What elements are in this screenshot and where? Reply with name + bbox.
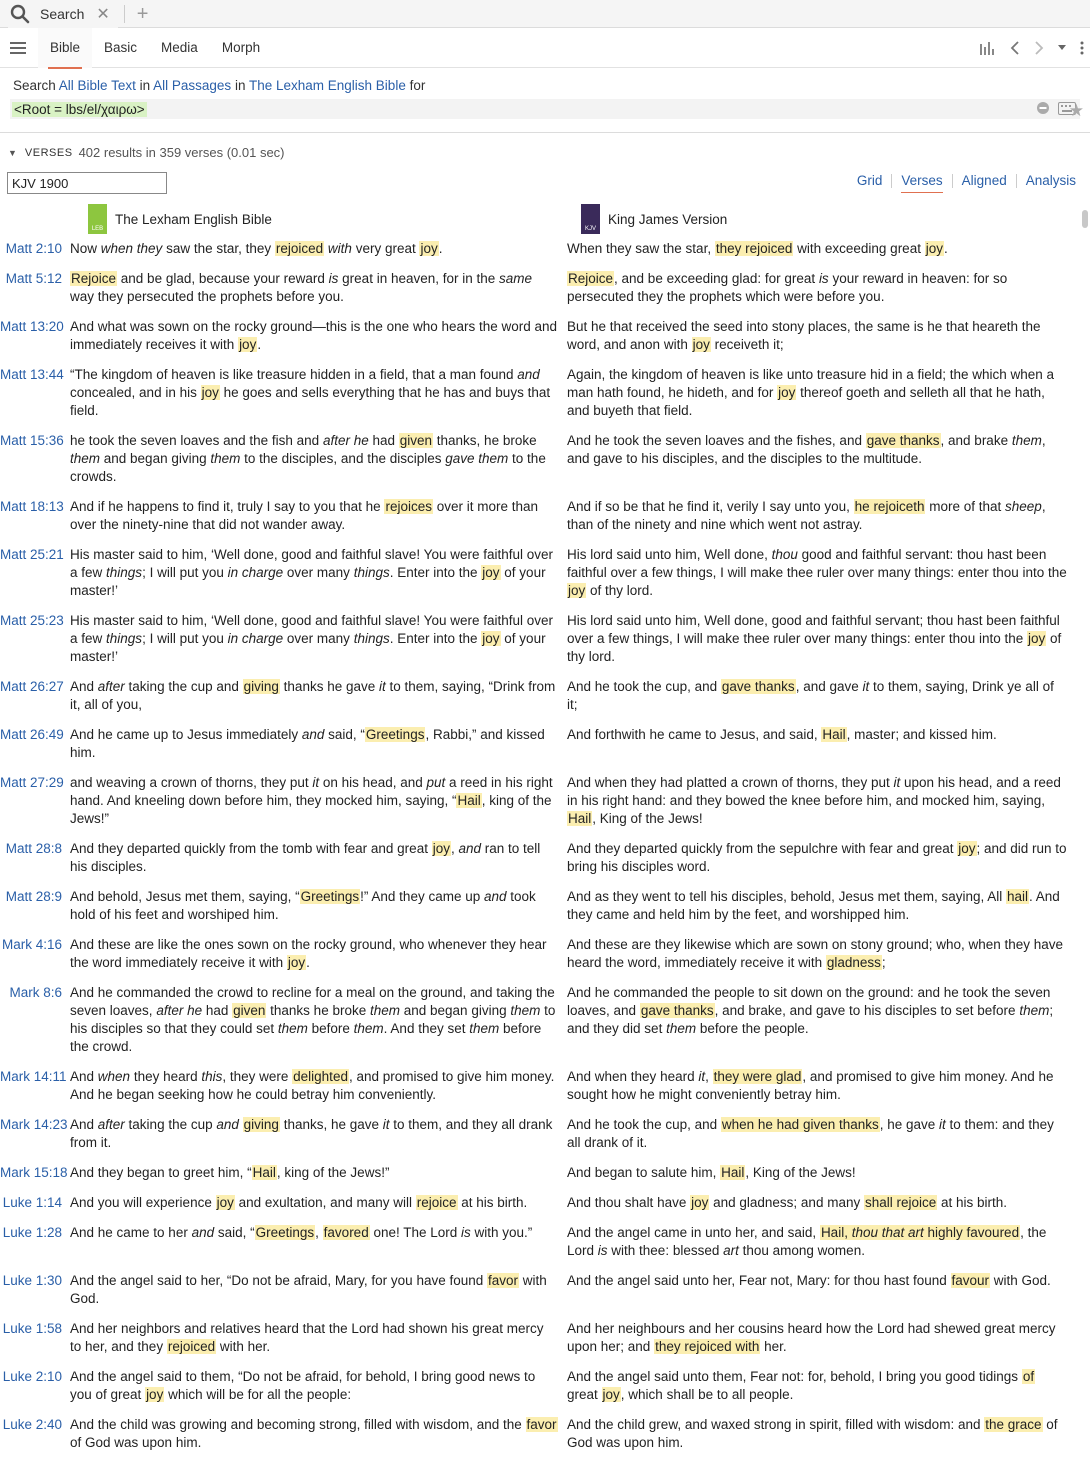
leb-verse-text: And her neighbors and relatives heard that the Lord had shown his great mercy to her, and they rejoiced with her. [70, 1321, 544, 1354]
kjv-verse-text: And they departed quickly from the sepulchre with fear and great joy; and did run to bring his disciples word. [567, 841, 1067, 874]
leb-book-icon: LEB [88, 204, 107, 234]
verse-reference-link[interactable]: Matt 13:20 [0, 319, 64, 334]
leb-verse-text: And you will experience joy and exultation, and many will rejoice at his birth. [70, 1195, 528, 1210]
leb-verse-text: And behold, Jesus met them, saying, “Greetings!” And they came up and took hold of his feet and worshiped him. [70, 889, 536, 922]
leb-verse-text: And what was sown on the rocky ground—this is the one who hears the word and immediately receives it with joy. [70, 319, 558, 352]
verse-reference-link[interactable]: Matt 25:23 [0, 613, 64, 628]
verse-reference-link[interactable]: Mark 8:6 [9, 985, 62, 1000]
verse-reference-link[interactable]: Luke 1:14 [2, 1195, 62, 1210]
verse-reference-link[interactable]: Matt 26:27 [0, 679, 64, 694]
leb-verse-text: And they departed quickly from the tomb with fear and great joy, and ran to tell his disciples. [70, 841, 541, 874]
verse-reference-link[interactable]: Matt 2:10 [5, 241, 62, 256]
verse-reference-link[interactable]: Mark 14:23 [0, 1117, 68, 1132]
verse-reference-link[interactable]: Matt 26:49 [0, 727, 64, 742]
search-prefix: Search [13, 78, 56, 93]
chevron-down-icon[interactable] [1058, 45, 1066, 51]
parallel-version-input[interactable] [7, 172, 167, 194]
back-arrow-icon[interactable] [1010, 41, 1020, 55]
results-controls [0, 172, 1090, 194]
search-input[interactable] [10, 99, 1080, 119]
kjv-verse-text: And the angel said unto them, Fear not: for, behold, I bring you good tidings of great joy, which shall be to all people. [567, 1369, 1035, 1402]
verse-reference-link[interactable]: Matt 13:44 [0, 367, 64, 382]
more-options-icon[interactable] [1080, 41, 1084, 55]
view-analysis[interactable]: Analysis [1025, 173, 1076, 188]
verse-row [0, 1368, 1090, 1416]
view-grid[interactable]: Grid [856, 173, 883, 188]
star-icon[interactable]: ★ [1068, 101, 1084, 120]
verse-reference-link[interactable]: Matt 18:13 [0, 499, 64, 514]
verse-row [0, 1116, 1090, 1164]
version-link[interactable]: The Lexham English Bible [248, 78, 406, 93]
verse-row [0, 984, 1090, 1068]
leb-verse-text: And these are like the ones sown on the rocky ground, who whenever they hear the word immediately receive it with joy. [70, 937, 547, 970]
kjv-verse-text: And these are they likewise which are sown on stony ground; who, when they have heard the word, immediately receive it with gladness; [567, 937, 1064, 970]
in-label-2: in [234, 78, 246, 93]
tab-strip [0, 0, 1090, 28]
column-headers [0, 204, 1090, 238]
section-label: VERSES [24, 146, 73, 159]
leb-verse-text: And the angel said to her, “Do not be afraid, Mary, for you have found favor with God. [70, 1273, 547, 1306]
kjv-verse-text: And he took the cup, and when he had given thanks, he gave it to them: and they all drank of it. [567, 1117, 1054, 1150]
tab-morph[interactable]: Morph [221, 40, 261, 55]
leb-verse-text: And he came up to Jesus immediately and said, “Greetings, Rabbi,” and kissed him. [70, 727, 545, 760]
verse-row [0, 1272, 1090, 1320]
leb-verse-text: he took the seven loaves and the fish and after he had given thanks, he broke them and began giving them to the disciples, and the disciples gave them to the crowds. [70, 433, 546, 484]
kjv-verse-text: And her neighbours and her cousins heard how the Lord had shewed great mercy upon her; and they rejoiced with her. [567, 1321, 1056, 1354]
verse-row [0, 498, 1090, 546]
scrollbar-thumb[interactable] [1082, 210, 1088, 228]
verse-row [0, 432, 1090, 498]
leb-verse-text: His master said to him, ‘Well done, good and faithful slave! You were faithful over a few things; I will put you in charge over many things. Enter into the joy of your master!’ [70, 547, 554, 598]
kjv-verse-text: And the child grew, and waxed strong in spirit, filled with wisdom: and the grace of God was upon him. [567, 1417, 1058, 1450]
tab-basic[interactable]: Basic [104, 40, 138, 55]
verse-reference-link[interactable]: Matt 27:29 [0, 775, 64, 790]
clear-icon[interactable] [1036, 101, 1050, 115]
kjv-verse-text: And he took the cup, and gave thanks, and gave it to them, saying, Drink ye all of it; [567, 679, 1054, 712]
kjv-verse-text: His lord said unto him, Well done, thou good and faithful servant: thou hast been faithful over a few things, I will make thee ruler over many things: enter thou into the joy of thy lord. [567, 547, 1067, 598]
leb-verse-text: And they began to greet him, “Hail, king of the Jews!” [70, 1165, 390, 1180]
leb-verse-text: And if he happens to find it, truly I say to you that he rejoices over it more than over the ninety-nine that did not wander away. [70, 499, 539, 532]
leb-verse-text: And he came to her and said, “Greetings, favored one! The Lord is with you.” [70, 1225, 533, 1240]
tab-separator [124, 5, 125, 23]
kjv-verse-text: And when they had platted a crown of thorns, they put it upon his head, and a reed in his right hand: and they bowed the knee before him, and mocked him, saying, Hail, King of the Jews! [567, 775, 1061, 826]
kjv-verse-text: And he commanded the people to sit down on the ground: and he took the seven loaves, and gave thanks, and brake, and gave to his disciples to set before them; and they did set them before the people. [567, 985, 1054, 1036]
kjv-verse-text: Rejoice, and be exceeding glad: for great is your reward in heaven: for so persecuted they the prophets which were before you. [567, 271, 1008, 304]
menu-icon[interactable] [10, 42, 26, 54]
leb-verse-text: And the angel said to them, “Do not be afraid, for behold, I bring good news to you of great joy which will be for all the people: [70, 1369, 536, 1402]
view-switcher [848, 173, 1085, 188]
leb-verse-text: And he commanded the crowd to recline for a meal on the ground, and taking the seven loaves, after he had given thanks he broke them and began giving them to his disciples so that they could set them before them. And they set them before the crowd. [70, 985, 556, 1054]
verse-row [0, 1164, 1090, 1194]
tab-title: Search [40, 5, 85, 22]
close-icon[interactable]: ✕ [96, 5, 110, 23]
verse-reference-link[interactable]: Mark 4:16 [1, 937, 62, 952]
kjv-verse-text: And when they heard it, they were glad, and promised to give him money. And he sought how he might conveniently betray him. [567, 1069, 1054, 1102]
verse-reference-link[interactable]: Matt 15:36 [0, 433, 64, 448]
search-icon [10, 4, 30, 24]
verse-row [0, 1194, 1090, 1224]
verse-reference-link[interactable]: Mark 15:18 [0, 1165, 68, 1180]
kjv-verse-text: And the angel came in unto her, and said, Hail, thou that art highly favoured, the Lord is with thee: blessed art thou among women. [567, 1225, 1047, 1258]
kjv-column-header[interactable] [581, 204, 727, 234]
kjv-verse-text: And forthwith he came to Jesus, and said, Hail, master; and kissed him. [567, 727, 997, 742]
verse-row [0, 612, 1090, 678]
results-summary: 402 results in 359 verses (0.01 sec) [78, 145, 285, 160]
verse-row [0, 678, 1090, 726]
verse-reference-link[interactable]: Luke 1:30 [2, 1273, 62, 1288]
verse-row [0, 1224, 1090, 1272]
kjv-verse-text: And thou shalt have joy and gladness; and many shall rejoice at his birth. [567, 1195, 1008, 1210]
verse-row [0, 270, 1090, 318]
verse-row [0, 546, 1090, 612]
leb-verse-text: And when they heard this, they were delighted, and promised to give him money. And he began seeking how he could betray him conveniently. [70, 1069, 555, 1102]
in-label: in [139, 78, 151, 93]
kjv-verse-text: His lord said unto him, Well done, good and faithful servant; thou hast been faithful over a few things, I will make thee ruler over many things: enter thou into the joy of thy lord. [567, 613, 1062, 664]
kjv-verse-text: And if so be that he find it, verily I say unto you, he rejoiceth more of that sheep, than of the ninety and nine which went not astray. [567, 499, 1046, 532]
leb-verse-text: and weaving a crown of thorns, they put it on his head, and put a reed in his right hand. And kneeling down before him, they mocked him, saying, “Hail, king of the Jews!” [70, 775, 553, 826]
verse-row [0, 1068, 1090, 1116]
tab-search[interactable] [8, 0, 118, 28]
verse-row [0, 1320, 1090, 1368]
verse-row [0, 366, 1090, 432]
verse-row [0, 318, 1090, 366]
leb-verse-text: Rejoice and be glad, because your reward is great in heaven, for in the same way they persecuted the prophets before you. [70, 271, 533, 304]
view-verses[interactable]: Verses [892, 173, 951, 188]
scope-link[interactable]: All Bible Text [58, 78, 136, 93]
search-description [0, 68, 1090, 97]
leb-verse-text: “The kingdom of heaven is like treasure hidden in a field, that a man found and concealed, and in his joy he goes and sells everything that he has and buys that field. [70, 367, 551, 418]
verse-row [0, 936, 1090, 984]
tab-media[interactable]: Media [161, 40, 198, 55]
kjv-verse-text: And began to salute him, Hail, King of the Jews! [567, 1165, 856, 1180]
collapse-triangle-icon[interactable]: ▼ [8, 147, 17, 158]
verse-row [0, 888, 1090, 936]
forward-arrow-icon[interactable] [1034, 41, 1044, 55]
verse-reference-link[interactable]: Luke 1:58 [2, 1321, 62, 1336]
verse-reference-link[interactable]: Mark 14:11 [0, 1069, 67, 1084]
kjv-verse-text: When they saw the star, they rejoiced with exceeding great joy. [567, 241, 948, 256]
leb-verse-text: Now when they saw the star, they rejoiced with very great joy. [70, 241, 443, 256]
kjv-verse-text: And as they went to tell his disciples, behold, Jesus met them, saying, All hail. And they came and held him by the feet, and worshipped him. [567, 889, 1060, 922]
for-label: for [409, 78, 426, 93]
tab-bible[interactable]: Bible [38, 28, 92, 68]
verse-list [0, 240, 1090, 1464]
kjv-book-icon: KJV [581, 204, 600, 234]
bar-chart-icon[interactable] [980, 41, 996, 55]
verse-row [0, 726, 1090, 774]
leb-column-header[interactable] [88, 204, 272, 234]
leb-verse-text: His master said to him, ‘Well done, good and faithful slave! You were faithful over a few things; I will put you in charge over many things. Enter into the joy of your master!’ [70, 613, 554, 664]
leb-verse-text: And after taking the cup and giving thanks, he gave it to them, and they all drank from it. [70, 1117, 553, 1150]
verse-row [0, 840, 1090, 888]
view-aligned[interactable]: Aligned [961, 173, 1007, 188]
leb-verse-text: And after taking the cup and giving thanks he gave it to them, saying, “Drink from it, all of you, [70, 679, 556, 712]
kjv-verse-text: And the angel said unto her, Fear not, Mary: for thou hast found favour with God. [567, 1273, 1051, 1288]
verse-reference-link[interactable]: Matt 25:21 [0, 547, 64, 562]
leb-verse-text: And the child was growing and becoming strong, filled with wisdom, and the favor of God was upon him. [70, 1417, 557, 1450]
kjv-verse-text: And he took the seven loaves and the fishes, and gave thanks, and brake them, and gave to his disciples, and the disciples to the multitude. [567, 433, 1046, 466]
verse-row [0, 240, 1090, 270]
leb-column-title: The Lexham English Bible [115, 211, 272, 227]
kjv-column-title: King James Version [608, 211, 728, 227]
verse-reference-link[interactable]: Matt 5:12 [5, 271, 62, 286]
verse-reference-link[interactable]: Luke 2:40 [2, 1417, 62, 1432]
verse-row [0, 774, 1090, 840]
query-text: <Root = lbs/el/χαιρω> [14, 101, 145, 117]
verse-reference-link[interactable]: Matt 28:9 [5, 889, 62, 904]
kjv-verse-text: But he that received the seed into stony places, the same is he that heareth the word, and anon with joy receiveth it; [567, 319, 1041, 352]
passages-link[interactable]: All Passages [153, 78, 232, 93]
toolbar [0, 28, 1090, 68]
new-tab-icon[interactable]: + [136, 2, 149, 25]
verse-reference-link[interactable]: Matt 28:8 [5, 841, 62, 856]
verse-reference-link[interactable]: Luke 2:10 [2, 1369, 62, 1384]
verse-row [0, 1416, 1090, 1464]
results-header [0, 133, 1090, 160]
verse-reference-link[interactable]: Luke 1:28 [2, 1225, 62, 1240]
kjv-verse-text: Again, the kingdom of heaven is like unto treasure hid in a field; the which when a man hath found, he hideth, and for joy thereof goeth and selleth all that he hath, and buyeth that field. [567, 367, 1055, 418]
